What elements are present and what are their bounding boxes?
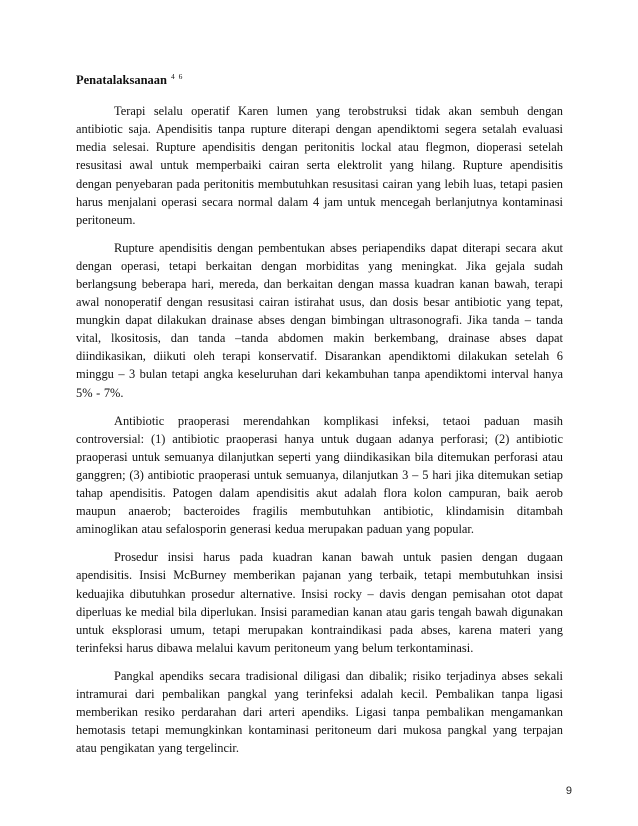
paragraph-prosedur-insisi: Prosedur insisi harus pada kuadran kanan bawah untuk pasien dengan dugaan apendisitis. Insisi McBurney memberikan pajanan yang terbaik, tetapi membutuhkan insisi keduajika dibutuhkan prosedur alternative. Insisi rocky – davis dengan pemisahan otot dapat diperluas ke medial bila diperlukan. Insisi paramedian kanan atau garis tengah bawah digunakan untuk eksplorasi umum, tetapi merupakan kontraindikasi pada abses, karena materi yang terinfeksi harus dibawa melalui kavum peritoneum yang belum terkontaminasi. <box>76 550 563 655</box>
heading-text: Penatalaksanaan <box>76 73 167 88</box>
document-page <box>76 68 563 767</box>
paragraph-rupture: Rupture apendisitis dengan pembentukan abses periapendiks dapat diterapi secara akut dengan operasi, tetapi berkaitan dengan morbiditas yang meningkat. Jika gejala sudah berlangsung beberapa hari, mereda, dan berkaitan dengan massa kuadran kanan bawah, terapi awal nonoperatif dengan resusitasi cairan istirahat usus, dan dosis besar antibiotic yang tepat, mungkin dapat dilakukan drainase abses dengan bimbingan ultrasonografi. Jika tanda – tanda vital, lkositosis, dan tanda –tanda abdomen makin berkembang, drainase abses dapat diindikasikan, diikuti oleh terapi konservatif. Disarankan apendiktomi dilakukan setelah 6 minggu – 3 bulan tetapi angka keseluruhan dari kekambuhan tanpa apendiktomi interval hanya 5% - 7%. <box>76 240 563 400</box>
paragraph-pangkal-apendiks: Pangkal apendiks secara tradisional diligasi dan dibalik; risiko terjadinya abses sekali intramurai dari pembalikan pangkal yang terinfeksi adalah kecil. Pembalikan tanpa ligasi memberikan resiko perdarahan dari arteri apendiks. Ligasi tanpa pembalikan mengamankan hemotasis tetapi memungkinkan kontaminasi peritoneum dari mukosa pangkal yang terpajan atau pengikatan yang tergelincir. <box>76 668 563 756</box>
paragraph-antibiotic: Antibiotic praoperasi merendahkan komplikasi infeksi, tetaoi paduan masih controversial: (1) antibiotic praoperasi hanya untuk dugaan adanya perforasi; (2) antibiotic praoperasi untuk semuanya dilanjutkan seperti yang diindikasikan bila ditemukan perforasi atau ganggren; (3) antibiotic praoperasi untuk semuanya, dilanjutkan 3 – 5 hari jika ditemukan setiap tahap apendisitis. Patogen dalam apendisitis akut adalah flora kolon campuran, baik aerob maupun anaerob; bacteroides fragilis membutuhkan antibiotic, klindamisin ditambah aminoglikan atau sefalosporin generasi kedua merupakan paduan yang popular. <box>76 413 563 537</box>
section-heading <box>76 68 563 89</box>
heading-reference: 4 6 <box>171 72 184 81</box>
page-number: 9 <box>565 785 572 797</box>
paragraph-terapi: Terapi selalu operatif Karen lumen yang terobstruksi tidak akan sembuh dengan antibiotic saja. Apendisitis tanpa rupture diterapi dengan apendiktomi segera setalah evaluasi media selesai. Rupture apendisitis dengan peritonitis lockal atau flegmon, dioperasi setelah resusitasi awal untuk memperbaiki cairan serta elektrolit yang hilang. Rupture apendisitis dengan penyebaran pada peritonitis membutuhkan resusitasi cairan yang lebih luas, tetapi pasien harus menjalani operasi secara normal dalam 4 jam untuk mencegah berlanjutnya kontaminasi peritoneum. <box>76 104 563 227</box>
